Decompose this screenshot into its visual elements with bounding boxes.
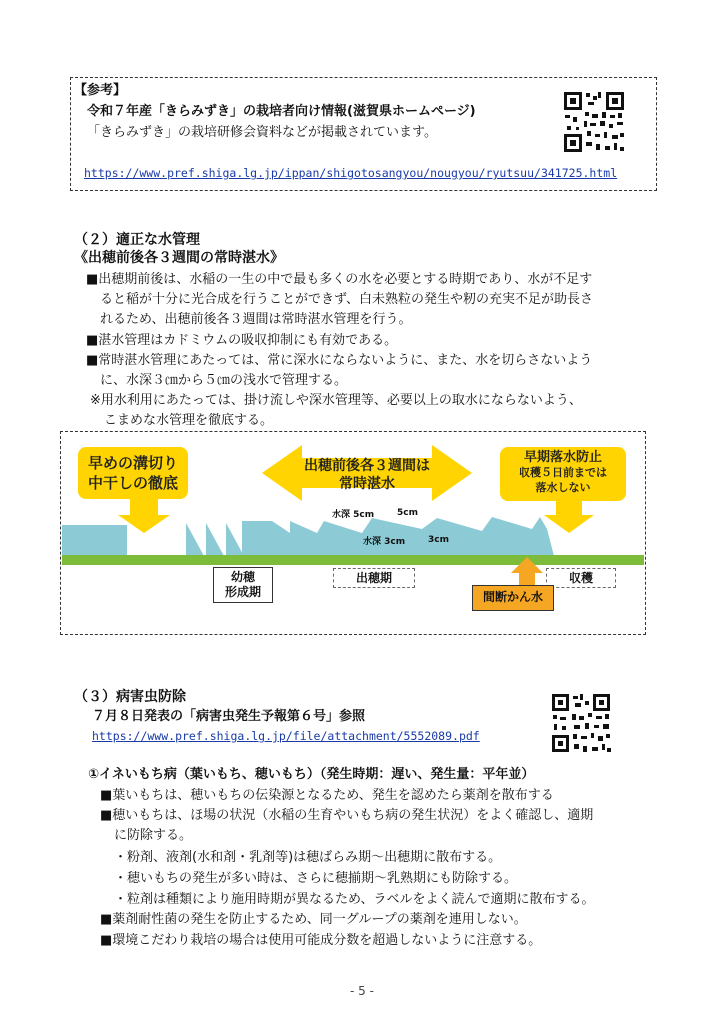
intermittent-irrigation-label: 間断かん水 [472, 585, 554, 611]
forecast-qr-code [550, 692, 612, 754]
section2-bullet3-line2: に、水深３㎝から５㎝の浅水で管理する。 [100, 373, 348, 388]
section2-bullet1-line1: ■出穂期前後は、水稲の一生の中で最も多くの水を必要とする時期であり、水が不足す [86, 272, 593, 287]
stage-1-line2: 形成期 [224, 585, 261, 599]
forecast-pdf-link[interactable]: https://www.pref.shiga.lg.jp/file/attachment/5552089.pdf [92, 729, 480, 743]
reference-qr-code [562, 90, 626, 154]
callout-left-line2: 中干しの徹底 [87, 474, 178, 492]
section2-note-line1: ※用水利用にあたっては、掛け流しや深水管理等、必要以上の取水にならないよう、 [90, 393, 582, 408]
section2-heading: （２）適正な水管理 [74, 232, 200, 248]
section2-bullet3-line1: ■常時湛水管理にあたっては、常に深水にならないように、また、水を切らさないよう [86, 353, 593, 368]
callout-center-line2: 常時湛水 [339, 476, 395, 492]
section3-reference-line: ７月８日発表の「病害虫発生予報第６号」参照 [92, 709, 366, 724]
reference-url-link[interactable]: https://www.pref.shiga.lg.jp/ippan/shigotosangyou/nougyou/ryutsuu/341725.html [84, 166, 618, 180]
section3-bullet4: ■環境こだわり栽培の場合は使用可能成分数を超過しないように注意する。 [100, 933, 542, 948]
section2-bullet1-line3: れるため、出穂前後各３週間は常時湛水管理を行う。 [100, 312, 412, 327]
depth-label-3cm-b: 3cm [428, 535, 449, 545]
depth-label-5cm-b: 5cm [397, 508, 418, 518]
section2-bullet1-line2: ると稲が十分に光合成を行うことができず、白未熟粒の発生や籾の充実不足が助長さ [100, 292, 593, 307]
water-tooth-3 [226, 523, 244, 556]
callout-continuous-flooding [262, 457, 472, 493]
section3-bullet2-line2: に防除する。 [114, 828, 193, 843]
section2-bullet2: ■湛水管理はカドミウムの吸収抑制にも有効である。 [86, 333, 398, 348]
section3-sub1: ・粉剤、液剤(水和剤・乳剤等)は穂ばらみ期～出穂期に散布する。 [114, 850, 502, 865]
section3-sub2: ・穂いもちの発生が多い時は、さらに穂揃期～乳熟期にも防除する。 [114, 871, 518, 886]
reference-description: 「きらみずき」の栽培研修会資料などが掲載されています。 [87, 125, 437, 140]
blast-disease-heading: ①イネいもち病（葉いもち、穂いもち）（発生時期：遅い、発生量：平年並） [88, 767, 535, 782]
stage-1-line1: 幼穂 [230, 570, 255, 584]
callout-prevent-early-drainage [500, 447, 626, 501]
water-early-block [62, 525, 127, 556]
section3-bullet3: ■薬剤耐性菌の発生を防止するため、同一グループの薬剤を連用しない。 [100, 912, 527, 927]
depth-label-3cm-a: 水深 3cm [363, 537, 406, 547]
callout-right-line3: 落水しない [535, 481, 591, 494]
water-tooth-2 [206, 523, 224, 556]
reference-title: 令和７年産「きらみずき」の栽培者向け情報(滋賀県ホームページ) [87, 104, 476, 119]
stage-heading: 出穂期 [333, 568, 415, 588]
callout-center-line1: 出穂前後各３週間は [304, 458, 430, 474]
section3-bullet1: ■葉いもちは、穂いもちの伝染源となるため、発生を認めたら薬剤を散布する [100, 788, 554, 803]
section3-bullet2-line1: ■穂いもちは、ほ場の状況（水稲の生育やいもち病の発生状況）をよく確認し、適期 [100, 808, 594, 823]
page-number: - 5 - [350, 984, 374, 998]
stage-harvest: 収穫 [546, 568, 616, 588]
section3-sub3: ・粒剤は種類により施用時期が異なるため、ラベルをよく読んで適期に散布する。 [114, 892, 595, 907]
callout-early-drainage [78, 447, 188, 499]
ground-strip [62, 555, 644, 565]
depth-label-5cm-a: 水深 5cm [332, 510, 375, 520]
callout-right-line2: 収穫５日前までは [519, 466, 607, 479]
stage-panicle-formation [213, 567, 273, 603]
section3-heading: （３）病害虫防除 [74, 689, 186, 705]
water-tooth-1 [186, 523, 204, 556]
section2-note-line2: こまめな水管理を徹底する。 [104, 413, 274, 428]
callout-right-title: 早期落水防止 [523, 450, 602, 465]
reference-heading: 【参考】 [74, 83, 127, 98]
section2-subheading: 《出穂前後各３週間の常時湛水》 [74, 250, 284, 266]
callout-left-line1: 早めの溝切り [87, 454, 178, 472]
